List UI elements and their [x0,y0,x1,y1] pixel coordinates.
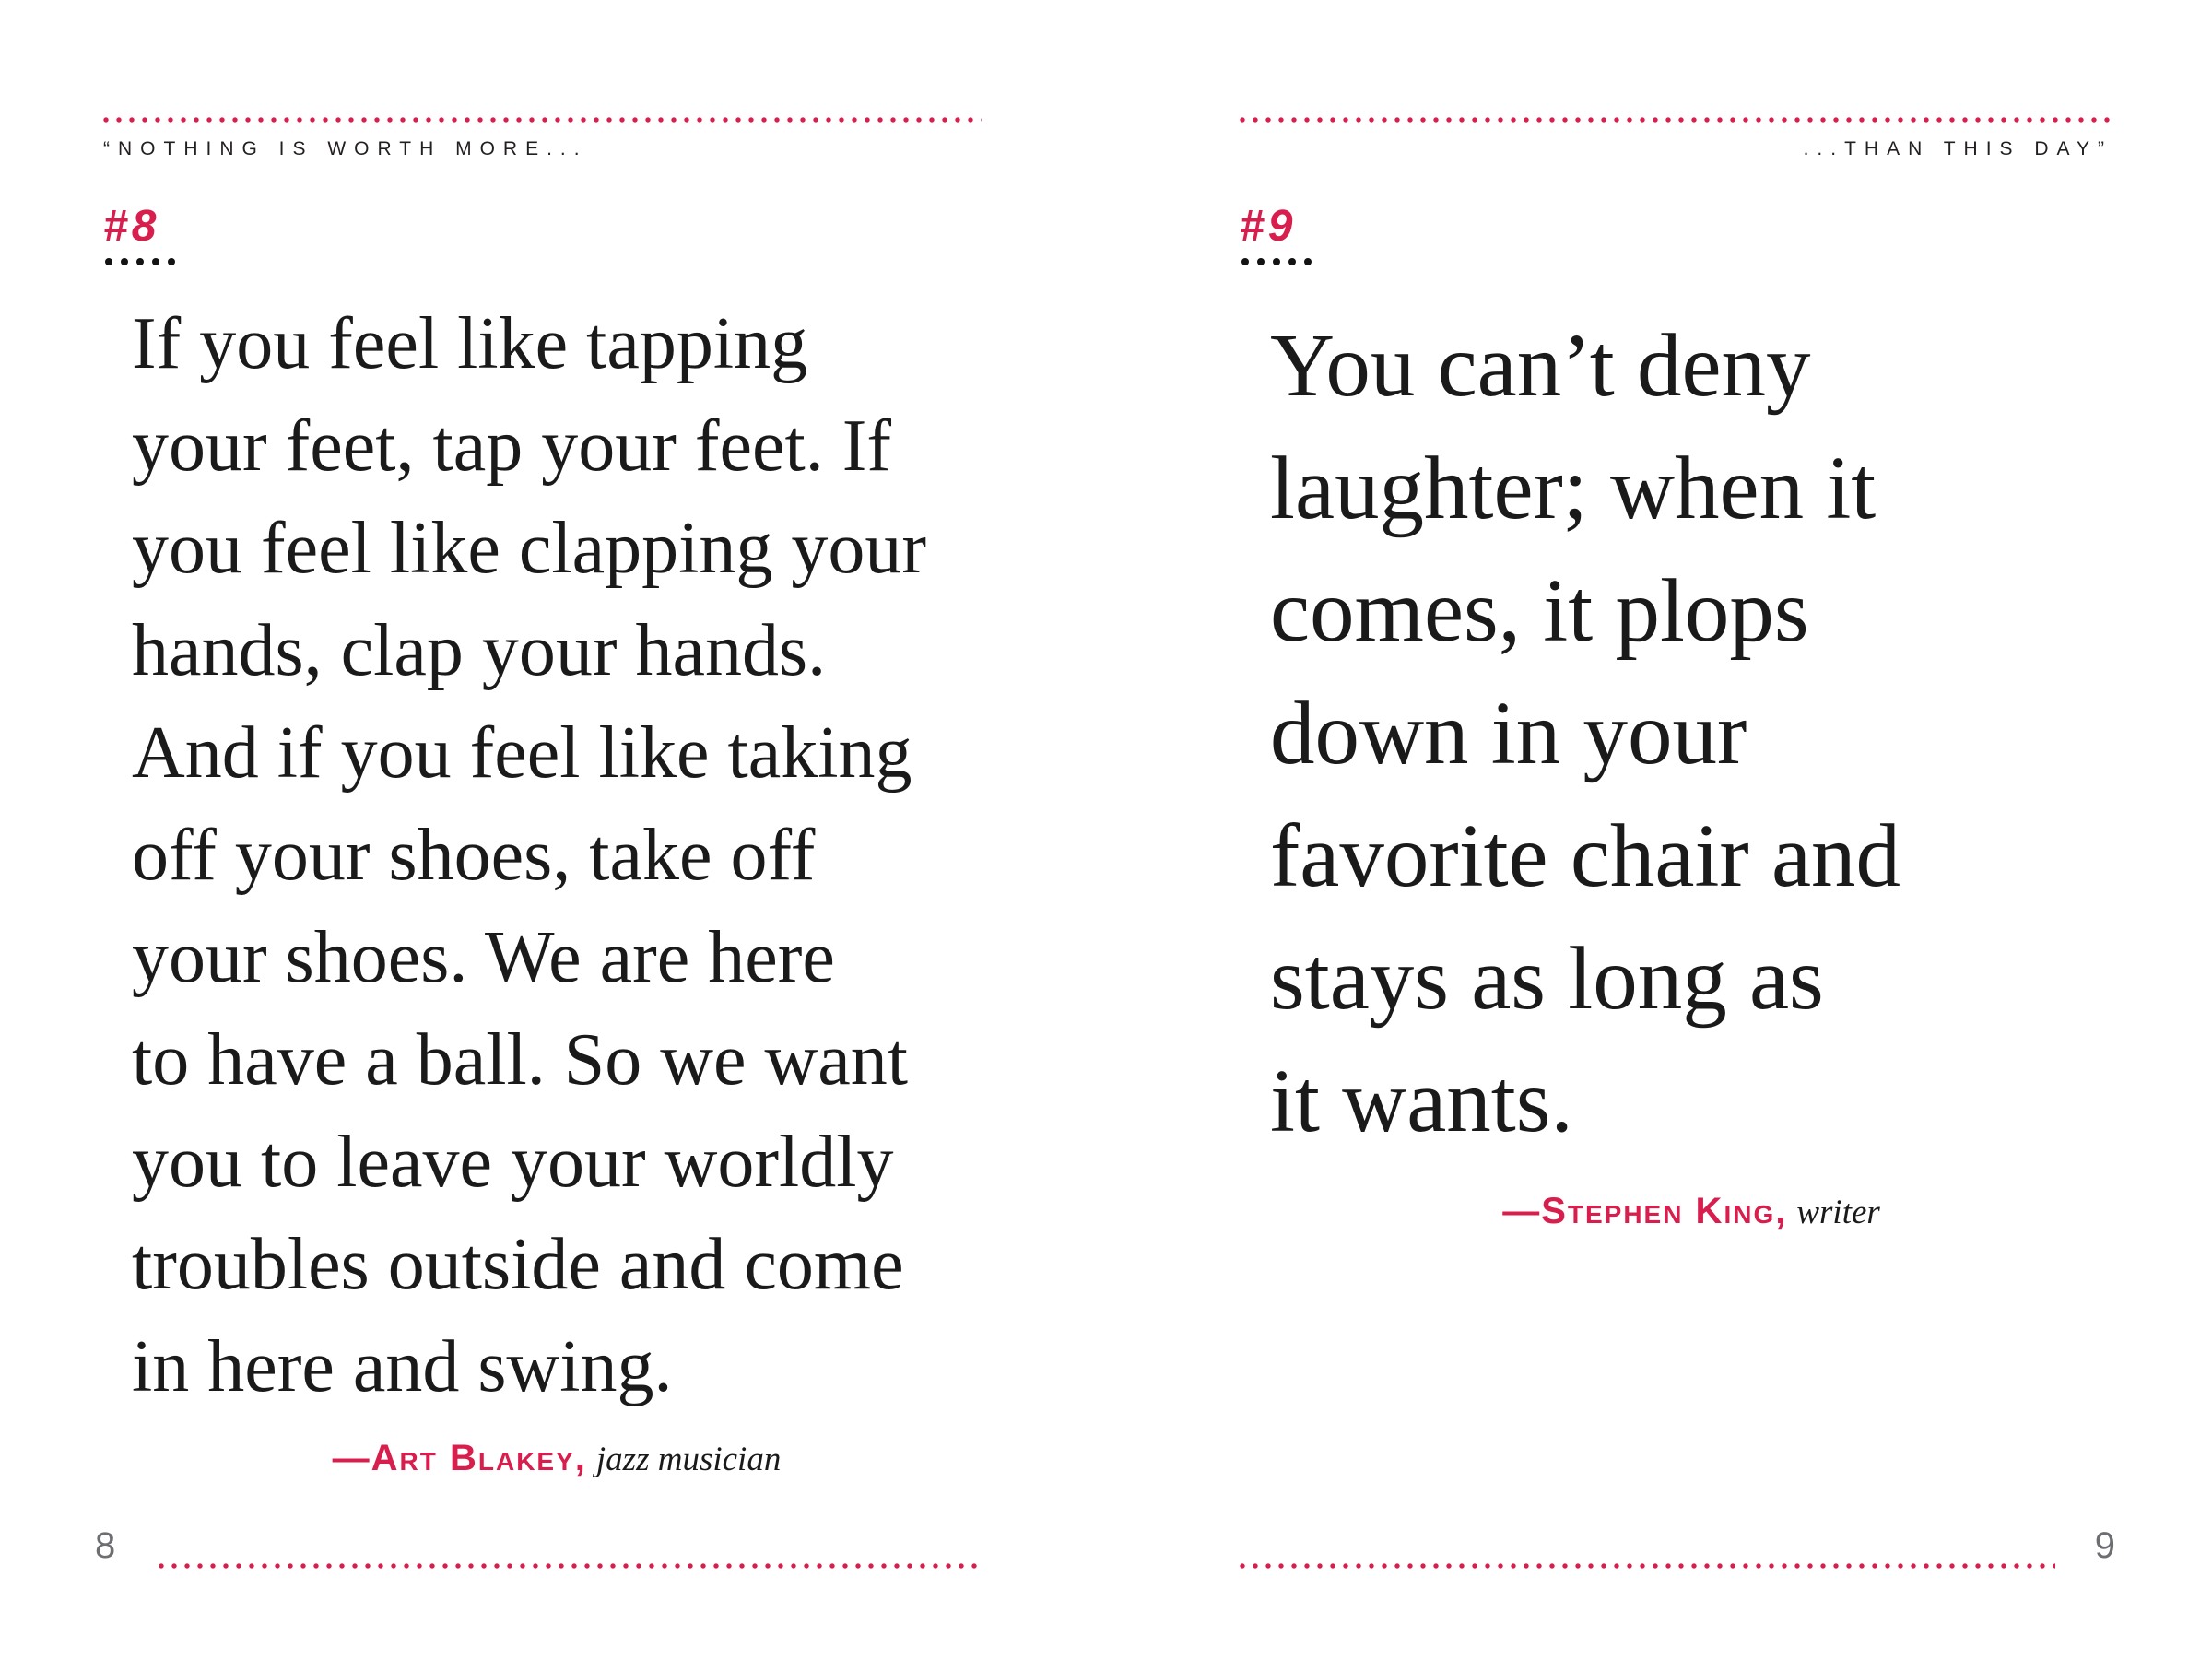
quote-line: favorite chair and [1270,806,1901,905]
quote-line: you feel like clapping your [132,508,926,589]
quote-line: If you feel like tapping [132,303,808,384]
quote-line: hands, clap your hands. [132,610,827,691]
page-number: 9 [2094,1525,2115,1566]
dot [136,258,144,265]
running-head-right: ...THAN THIS DAY” [1803,138,2112,159]
quote-text [132,293,982,1418]
quote-line: you to leave your worldly [132,1122,894,1203]
quote-line: stays as long as [1270,929,1824,1028]
top-dotted-rule-right [1240,117,2112,123]
dot [152,258,159,265]
attribution-name: —Art Blakey, [332,1438,587,1478]
quote-line: down in your [1270,684,1747,782]
quote-number-label: #8 [103,202,160,251]
dot [121,258,128,265]
bottom-dotted-rule-left [159,1563,982,1569]
quote-line: laughter; when it [1270,439,1877,537]
dot [1257,258,1265,265]
quote-line: off your shoes, take off [132,815,816,896]
attribution-role: jazz musician [595,1441,782,1478]
quote-line: troubles outside and come [132,1224,904,1305]
attribution-role: writer [1796,1194,1880,1231]
dot [105,258,112,265]
quote-number-label: #9 [1240,202,1297,251]
top-dotted-rule-left [103,117,982,123]
quote-line: to have a ball. So we want [132,1019,908,1100]
quote-line: comes, it plops [1270,561,1809,660]
quote-line: And if you feel like taking [132,712,912,794]
quote-line: your shoes. We are here [132,917,835,998]
dot [1288,258,1296,265]
attribution-name: —Stephen King, [1502,1191,1788,1231]
dot [168,258,175,265]
bottom-dotted-rule-right [1240,1563,2055,1569]
attribution [1270,1191,2112,1232]
mini-dots-divider [105,258,175,265]
page-number: 8 [95,1525,116,1566]
quote-line: in here and swing. [132,1326,673,1407]
quote-line: You can’t deny [1270,316,1811,415]
running-head-left: “NOTHING IS WORTH MORE... [103,138,588,159]
page-right [1106,0,2212,1659]
quote-line: your feet, tap your feet. If [132,406,892,487]
quote-line: it wants. [1270,1052,1573,1150]
attribution [132,1438,982,1479]
dot [1241,258,1249,265]
mini-dots-divider [1241,258,1312,265]
quote-text [1270,304,2112,1162]
dot [1304,258,1312,265]
dot [1273,258,1280,265]
